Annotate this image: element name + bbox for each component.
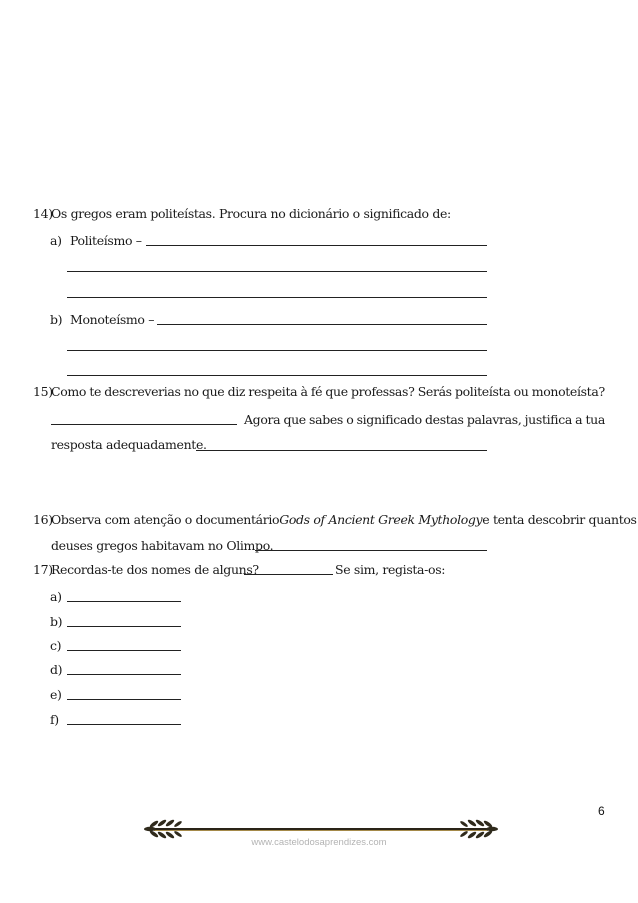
q14-b-label: Monoteísmo – [70,312,155,327]
q16-number: 16) [33,512,53,527]
q17-d-answer[interactable] [67,674,181,675]
q15-line-3: resposta adequadamente. [51,437,207,452]
q14-b-answer-line-3[interactable] [67,375,487,376]
q17-question: Recordas-te dos nomes de alguns? [51,562,259,577]
page-number: 6 [598,804,605,818]
q17-yes-no-answer[interactable] [244,574,333,575]
q16-line-2: deuses gregos habitavam no Olimpo. [51,538,274,553]
q15-answer-line-2[interactable] [196,450,487,451]
q14-text: Os gregos eram politeístas. Procura no dicionário o significado de: [51,206,451,221]
q14-a-letter: a) [50,233,62,248]
q17-a-letter: a) [50,589,62,604]
q17-instruction: Se sim, regista-os: [335,562,446,577]
q14-a-label: Politeísmo – [70,233,142,248]
q14-b-letter: b) [50,312,63,327]
q14-a-answer-line-2[interactable] [67,271,487,272]
q17-f-letter: f) [50,712,59,727]
footer-website-url: www.castelodosaprendizes.com [251,837,387,848]
documentary-title: Gods of Ancient Greek Mythology [279,512,483,527]
q17-number: 17) [33,562,53,577]
q17-e-letter: e) [50,687,62,702]
q17-c-letter: c) [50,638,62,653]
q15-line-1: Como te descreverias no que diz respeita à fé que professas? Serás politeísta ou monoteísta? [51,384,605,399]
q17-e-answer[interactable] [67,699,181,700]
q17-c-answer[interactable] [67,650,181,651]
q14-b-answer-line-2[interactable] [67,350,487,351]
q14-a-answer-line-3[interactable] [67,297,487,298]
q16-line-1: Observa com atenção o documentário Gods of Ancient Greek Mythology e tenta descobrir quantos [51,512,637,527]
q14-b-answer-line-1[interactable] [157,324,487,325]
q17-f-answer[interactable] [67,724,181,725]
q15-answer-line-1[interactable] [51,424,237,425]
q14-number: 14) [33,206,53,221]
q15-line-2: Agora que sabes o significado destas palavras, justifica a tua [244,412,605,427]
q17-b-letter: b) [50,614,63,629]
q14-a-answer-line-1[interactable] [146,245,487,246]
q17-a-answer[interactable] [67,601,181,602]
q17-d-letter: d) [50,662,63,677]
q15-number: 15) [33,384,53,399]
q17-b-answer[interactable] [67,626,181,627]
q16-answer-line[interactable] [255,550,487,551]
